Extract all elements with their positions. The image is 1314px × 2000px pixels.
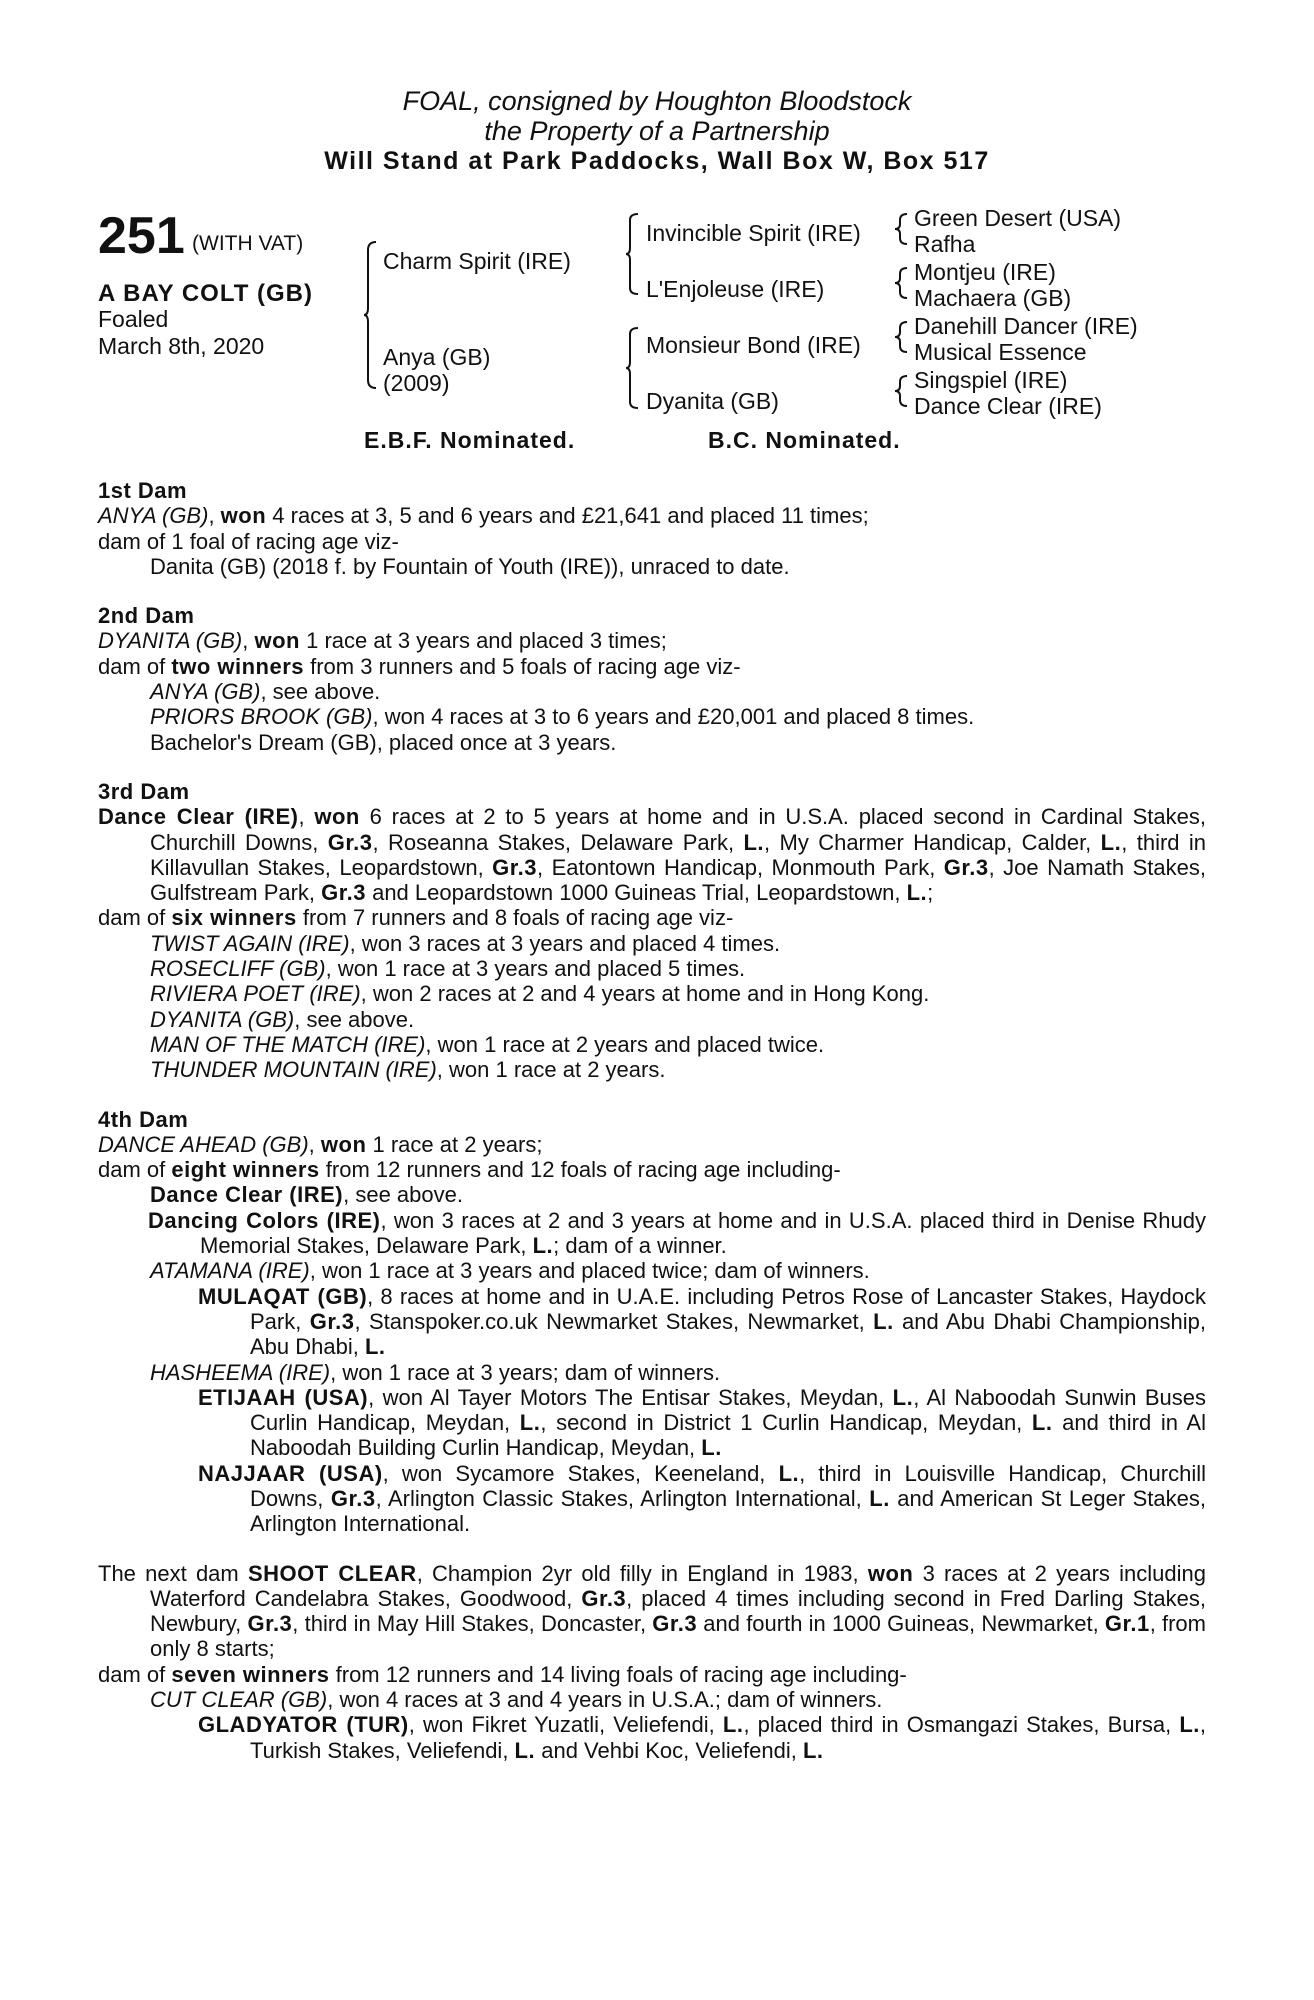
fourth-dam-summary: dam of eight winners from 12 runners and 12 foals of racing age including- <box>98 1157 841 1183</box>
produce-line: HASHEEMA (IRE), won 1 race at 3 years; dam of winners. <box>150 1359 721 1385</box>
dam: Anya (GB) <box>383 344 491 370</box>
dam-dam-dam: Dance Clear (IRE) <box>914 393 1102 419</box>
produce-line: RIVIERA POET (IRE), won 2 races at 2 and 4 years at home and in Hong Kong. <box>150 981 930 1007</box>
produce-line: ROSECLIFF (GB), won 1 race at 3 years and placed 5 times. <box>150 956 746 982</box>
next-dam-record: The next dam SHOOT CLEAR, Champion 2yr old filly in England in 1983, won 3 races at 2 years including Waterford Candelabra Stakes, Goodwood, Gr.3, placed 4 times including second in Fred Darling Stakes, Newbury, Gr.3, third in May Hill Stakes, Doncaster, Gr.3 and fourth in 1000 Guineas, Newmarket, Gr.1, from only 8 starts; <box>98 1560 1206 1662</box>
consignor-line: FOAL, consigned by Houghton Bloodstock <box>402 86 912 116</box>
produce-line: CUT CLEAR (GB), won 4 races at 3 and 4 years in U.S.A.; dam of winners. <box>150 1687 883 1713</box>
property-line: the Property of a Partnership <box>484 116 830 146</box>
foaled-label: Foaled <box>98 306 169 332</box>
produce-line: Bachelor's Dream (GB), placed once at 3 years. <box>150 729 617 755</box>
pedigree-bracket-sd <box>895 266 909 300</box>
sire-sire: Invincible Spirit (IRE) <box>646 220 861 246</box>
produce-record <box>98 478 1206 1763</box>
sire: Charm Spirit (IRE) <box>383 248 571 274</box>
dam-sire-sire: Danehill Dancer (IRE) <box>914 313 1138 339</box>
dam-year: (2009) <box>383 370 450 396</box>
pedigree-bracket-dam <box>626 326 640 410</box>
sire-dam: L'Enjoleuse (IRE) <box>646 276 825 302</box>
fourth-dam-record: DANCE AHEAD (GB), won 1 race at 2 years; <box>98 1131 543 1157</box>
first-dam-heading: 1st Dam <box>98 478 188 503</box>
produce-line: Dancing Colors (IRE), won 3 races at 2 and 3 years at home and in U.S.A. placed third in Denise Rhudy Memorial Stakes, Delaware Park, L.; dam of a winner. <box>148 1207 1206 1259</box>
produce-line: ATAMANA (IRE), won 1 race at 3 years and placed twice; dam of winners. <box>150 1258 870 1284</box>
third-dam-heading: 3rd Dam <box>98 778 190 804</box>
produce-line: THUNDER MOUNTAIN (IRE), won 1 race at 2 years. <box>150 1057 666 1083</box>
ebf-nominated: E.B.F. Nominated. <box>364 427 576 453</box>
produce-line: Dance Clear (IRE), see above. <box>150 1182 463 1208</box>
produce-line: MAN OF THE MATCH (IRE), won 1 race at 2 years and placed twice. <box>150 1031 825 1057</box>
third-dam-record: Dance Clear (IRE), won 6 races at 2 to 5 years at home and in U.S.A. placed second in Cardinal Stakes, Churchill Downs, Gr.3, Roseanna Stakes, Delaware Park, L., My Charmer Handicap, Calder, L., third in Killavullan Stakes, Leopardstown, Gr.3, Eatontown Handicap, Monmouth Park, Gr.3, Joe Namath Stakes, Gulfstream Park, Gr.3 and Leopardstown 1000 Guineas Trial, Leopardstown, L.; <box>98 804 1207 906</box>
sire-dam-dam: Machaera (GB) <box>914 285 1072 311</box>
pedigree-bracket-ds <box>895 320 909 354</box>
dam-dam-sire: Singspiel (IRE) <box>914 367 1068 393</box>
pedigree-bracket-ss <box>895 212 909 246</box>
dam-sire: Monsieur Bond (IRE) <box>646 332 861 358</box>
produce-line: DYANITA (GB), see above. <box>150 1006 415 1032</box>
grandproduce-line: ETIJAAH (USA), won Al Tayer Motors The Entisar Stakes, Meydan, L., Al Naboodah Sunwin Buses Curlin Handicap, Meydan, L., second in District 1 Curlin Handicap, Meydan, L. and third in Al Naboodah Building Curlin Handicap, Meydan, L. <box>198 1384 1207 1461</box>
grandproduce-line: NAJJAAR (USA), won Sycamore Stakes, Keeneland, L., third in Louisville Handicap, Churchill Downs, Gr.3, Arlington Classic Stakes, Arlington International, L. and American St Leger Stakes, Arlington International. <box>198 1460 1207 1537</box>
next-dam-summary: dam of seven winners from 12 runners and 14 living foals of racing age including- <box>98 1661 907 1687</box>
produce-line: Danita (GB) (2018 f. by Fountain of Youth (IRE)), unraced to date. <box>150 553 790 579</box>
pedigree-bracket-sire <box>626 212 640 296</box>
grandproduce-line: GLADYATOR (TUR), won Fikret Yuzatli, Veliefendi, L., placed third in Osmangazi Stakes, Bursa, L., Turkish Stakes, Veliefendi, L. and Vehbi Koc, Veliefendi, L. <box>198 1712 1207 1763</box>
grandproduce-line: MULAQAT (GB), 8 races at home and in U.A.E. including Petros Rose of Lancaster Stakes, Haydock Park, Gr.3, Stanspoker.co.uk Newmarket Stakes, Newmarket, L. and Abu Dhabi Championship, Abu Dhabi, L. <box>198 1283 1206 1360</box>
vat-note: (WITH VAT) <box>192 232 304 255</box>
third-dam-summary: dam of six winners from 7 runners and 8 foals of racing age viz- <box>98 905 734 931</box>
horse-description: A BAY COLT (GB) <box>98 280 314 307</box>
second-dam-record: DYANITA (GB), won 1 race at 3 years and placed 3 times; <box>98 628 667 654</box>
sire-sire-sire: Green Desert (USA) <box>914 205 1122 231</box>
foaled-date: March 8th, 2020 <box>98 333 265 359</box>
stabling-line: Will Stand at Park Paddocks, Wall Box W, Box 517 <box>324 147 990 175</box>
pedigree-bracket-dd <box>895 374 909 408</box>
dam-sire-dam: Musical Essence <box>914 339 1087 365</box>
produce-line: ANYA (GB), see above. <box>150 679 381 705</box>
lot-number: 251 <box>98 207 185 265</box>
second-dam-heading: 2nd Dam <box>98 603 195 629</box>
bc-nominated: B.C. Nominated. <box>708 427 901 453</box>
fourth-dam-heading: 4th Dam <box>98 1106 189 1132</box>
produce-line: TWIST AGAIN (IRE), won 3 races at 3 years and placed 4 times. <box>150 930 781 956</box>
sire-sire-dam: Rafha <box>914 231 976 257</box>
first-dam-record: ANYA (GB), won 4 races at 3, 5 and 6 years and £21,641 and placed 11 times; <box>98 503 869 529</box>
sire-dam-sire: Montjeu (IRE) <box>914 259 1056 285</box>
first-dam-summary: dam of 1 foal of racing age viz- <box>98 528 399 554</box>
dam-dam: Dyanita (GB) <box>646 388 779 414</box>
produce-line: PRIORS BROOK (GB), won 4 races at 3 to 6 years and £20,001 and placed 8 times. <box>150 704 975 730</box>
second-dam-summary: dam of two winners from 3 runners and 5 foals of racing age viz- <box>98 653 741 679</box>
pedigree-bracket-main <box>364 240 378 390</box>
